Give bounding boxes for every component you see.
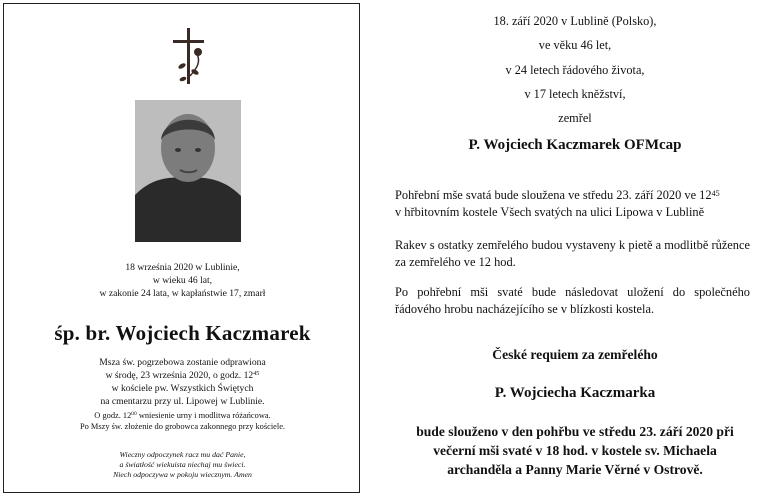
deceased-name: śp. br. Wojciech Kaczmarek — [54, 321, 311, 345]
cz-deceased-name: P. Wojciech Kaczmarek OFMcap — [468, 137, 682, 153]
cz-requiem-line-3: archanděla a Panny Marie Věrné v Ostrově. — [447, 462, 703, 477]
prayer-line-3: Niech odpoczywa w pokoju wiecznym. Amen — [113, 470, 252, 479]
cz-burial-paragraph: Po pohřební mši svaté bude následovat uložení do společného řádového hrobu nacházejícího se v blízkosti kostela. — [395, 285, 750, 316]
portrait-photo — [135, 100, 241, 242]
cz-requiem-name: P. Wojciecha Kaczmarka — [494, 385, 656, 401]
cz-order-line: v 24 letech řádového života, — [505, 63, 645, 77]
prayer-line-1: Wieczny odpoczynek racz mu dać Panie, — [119, 450, 246, 459]
note-line-2: Po Mszy św. złożenie do grobowca zakonnego przy kościele. — [79, 422, 286, 431]
age-line: w wieku 46 lat, — [152, 275, 213, 286]
cz-death-date-line: 18. září 2020 v Lublině (Polsko), — [493, 14, 657, 28]
mass-line-4: na cmentarzu przy ul. Lipowej w Lublinie. — [100, 396, 265, 407]
order-years-line: w zakonie 24 lata, w kapłaństwie 17, zmarł — [99, 288, 266, 299]
cz-priesthood-line: v 17 letech kněžství, — [524, 87, 626, 101]
cz-requiem-line-2: večerní mši svaté v 18 hod. v kostele sv. Michaela — [433, 443, 717, 458]
polish-obituary-card — [3, 3, 360, 493]
cz-age-line: ve věku 46 let, — [538, 38, 612, 52]
mass-line-3: w kościele pw. Wszystkich Świętych — [111, 383, 254, 394]
note-line-1: O godz. $12^{00}$ wniesienie urny i modlitwa różańcowa. — [94, 411, 271, 420]
cz-requiem-title: České requiem za zemřelého — [492, 347, 658, 362]
death-date-line: 18 września 2020 w Lublinie, — [125, 262, 240, 273]
mass-line-1: Msza św. pogrzebowa zostanie odprawiona — [99, 357, 266, 368]
mass-line-2: w środę, 23 września 2020, o godz. $12^{45}$ — [105, 370, 260, 381]
cross-with-rose-icon — [167, 26, 211, 86]
cz-requiem-line-1: bude slouženo v den pohřbu ve středu 23. září 2020 při — [416, 424, 734, 439]
cz-viewing-paragraph: Rakev s ostatky zemřelého budou vystaveny k pietě a modlitbě růžence za zemřelého ve 12 hod. — [395, 238, 750, 269]
prayer-line-2: a światłość wiekuista niechaj mu świeci. — [119, 460, 246, 469]
cz-died-line: zemřel — [558, 111, 592, 125]
cz-funeral-paragraph: Pohřební mše svatá bude sloužena ve středu 23. září 2020 ve $12^{45}$ v hřbitovním kostele Všech svatých na ulici Lipowa v Lublině — [395, 188, 720, 219]
